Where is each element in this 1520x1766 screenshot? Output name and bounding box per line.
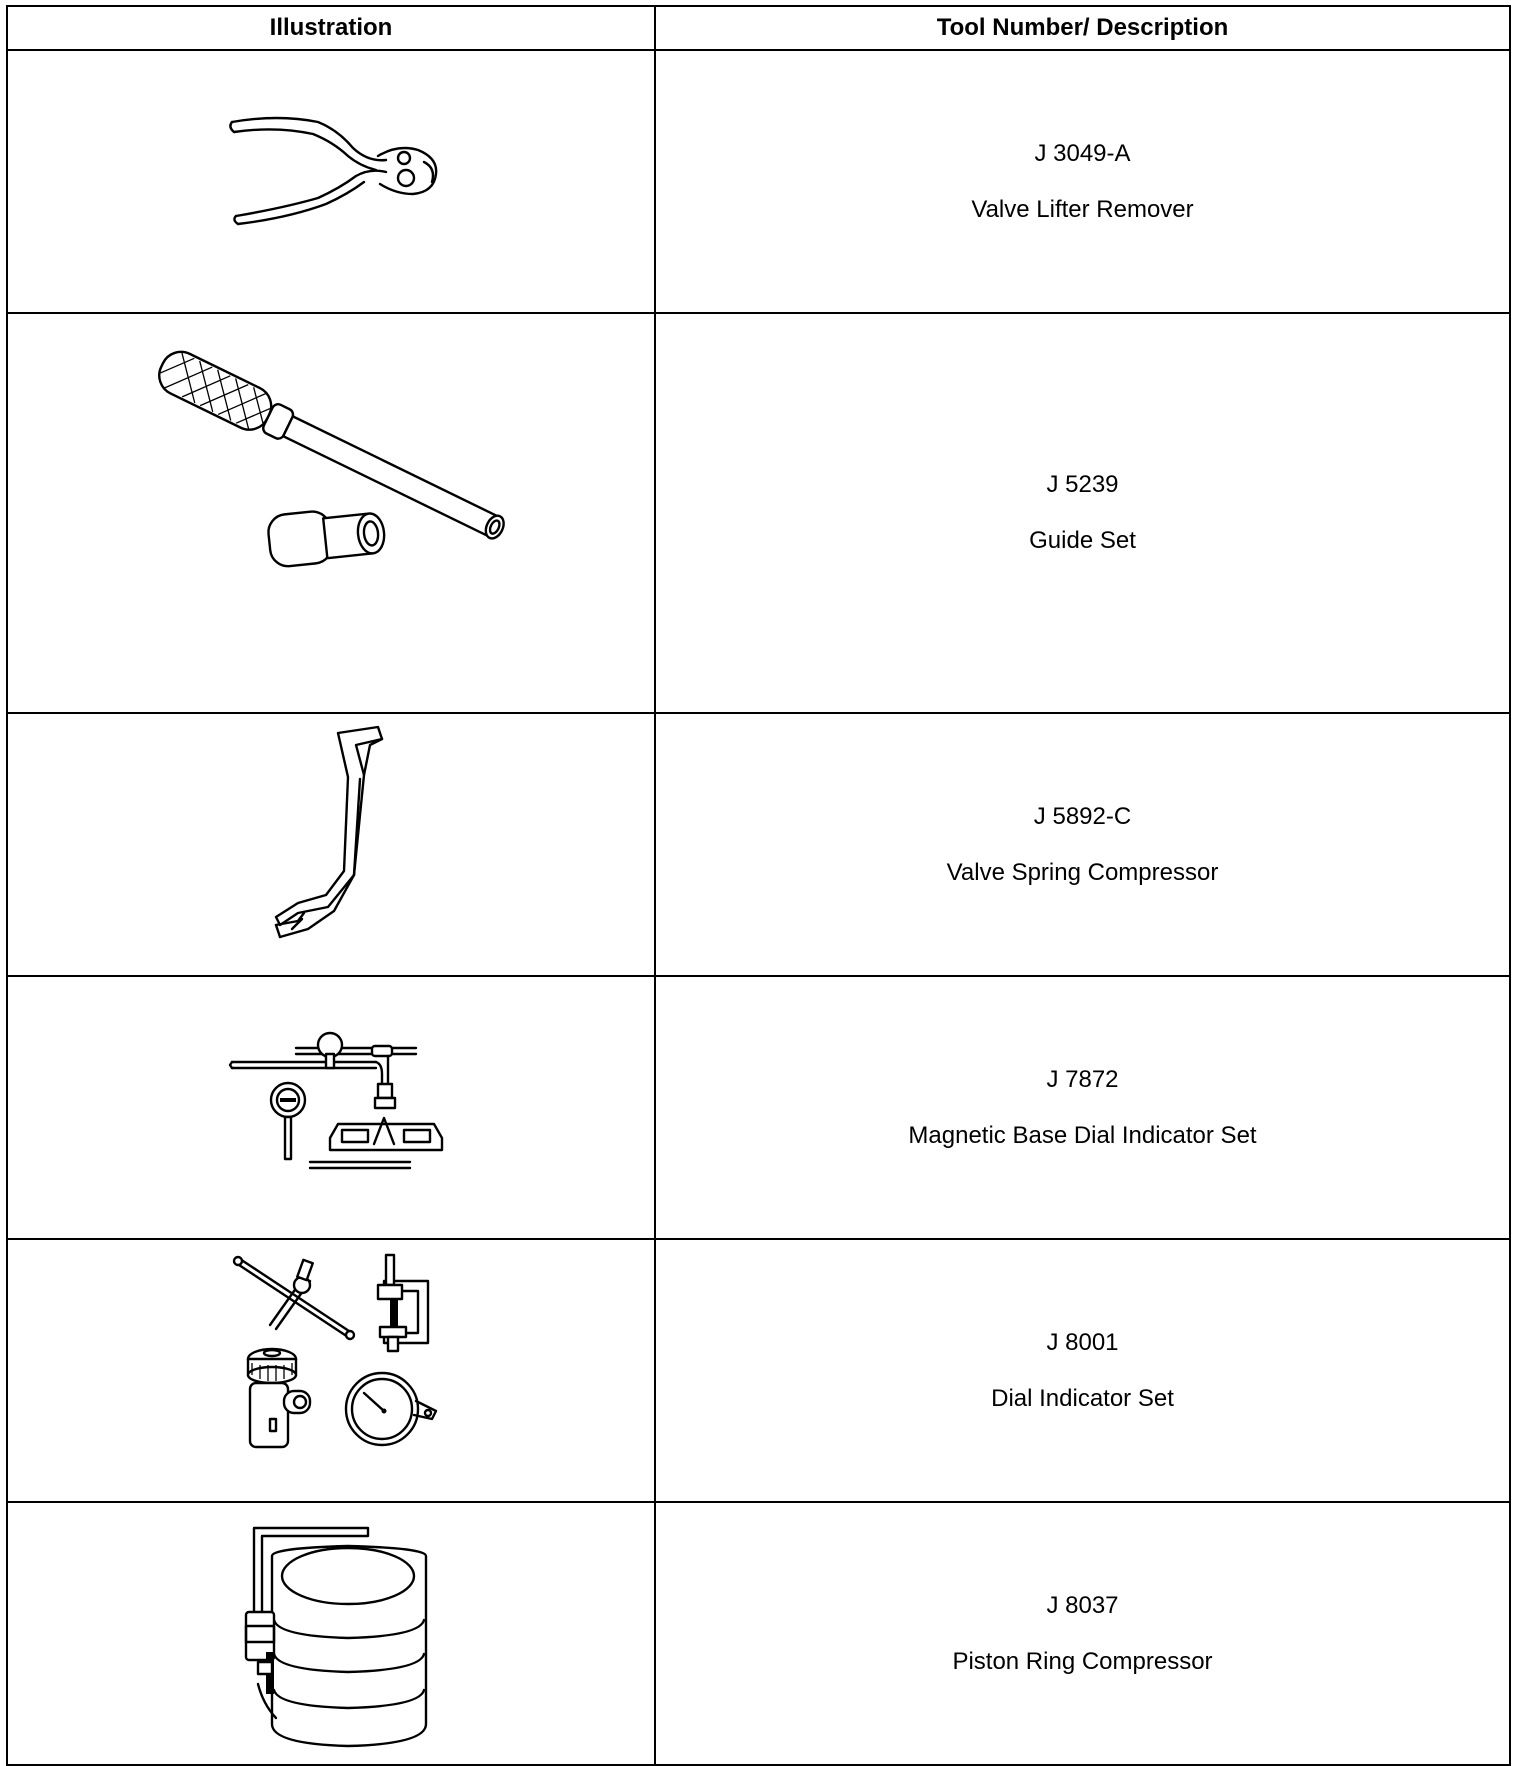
tool-description: Valve Spring Compressor: [946, 858, 1219, 886]
table-row: [7, 976, 1510, 1239]
tool-description: Guide Set: [1029, 527, 1136, 554]
dial-indicator-set-icon: [8, 1241, 656, 1501]
description-cell: [655, 976, 1510, 1239]
tool-description: Dial Indicator Set: [991, 1384, 1174, 1412]
description-cell: [655, 1502, 1510, 1765]
description-cell: [655, 313, 1510, 713]
table-row: [7, 50, 1510, 313]
illustration-cell: [7, 713, 655, 976]
illustration-cell: [7, 1239, 655, 1502]
illustration-cell: [7, 50, 655, 313]
description-cell: [655, 1239, 1510, 1502]
illustration-cell: [7, 313, 655, 713]
description-cell: [655, 50, 1510, 313]
illustration-cell: [7, 976, 655, 1239]
tool-description: Magnetic Base Dial Indicator Set: [908, 1121, 1257, 1149]
piston-ring-compressor-icon: [8, 1504, 656, 1764]
tool-description: Valve Lifter Remover: [971, 195, 1194, 223]
tool-description: Piston Ring Compressor: [952, 1647, 1213, 1675]
illustration-cell: [7, 1502, 655, 1765]
table-row: [7, 313, 1510, 713]
header-tool-number-description: Tool Number/ Description: [655, 6, 1510, 50]
header-illustration: Illustration: [7, 6, 655, 50]
tool-number: J 7872: [1046, 1065, 1119, 1093]
description-cell: [655, 713, 1510, 976]
magnetic-base-dial-indicator-icon: [8, 978, 656, 1238]
table-row: [7, 713, 1510, 976]
tool-number: J 5239: [1046, 471, 1119, 498]
guide-set-icon: [8, 315, 656, 711]
spring-compressor-icon: [8, 715, 656, 975]
header-row: [7, 6, 1510, 50]
tool-number: J 5892-C: [1033, 802, 1132, 830]
tool-table: [6, 5, 1511, 1766]
table-row: [7, 1502, 1510, 1765]
table-row: [7, 1239, 1510, 1502]
pliers-icon: [8, 52, 656, 312]
tool-number: J 8037: [1046, 1591, 1119, 1619]
tool-number: J 8001: [1046, 1328, 1119, 1356]
tool-number: J 3049-A: [1034, 139, 1131, 167]
